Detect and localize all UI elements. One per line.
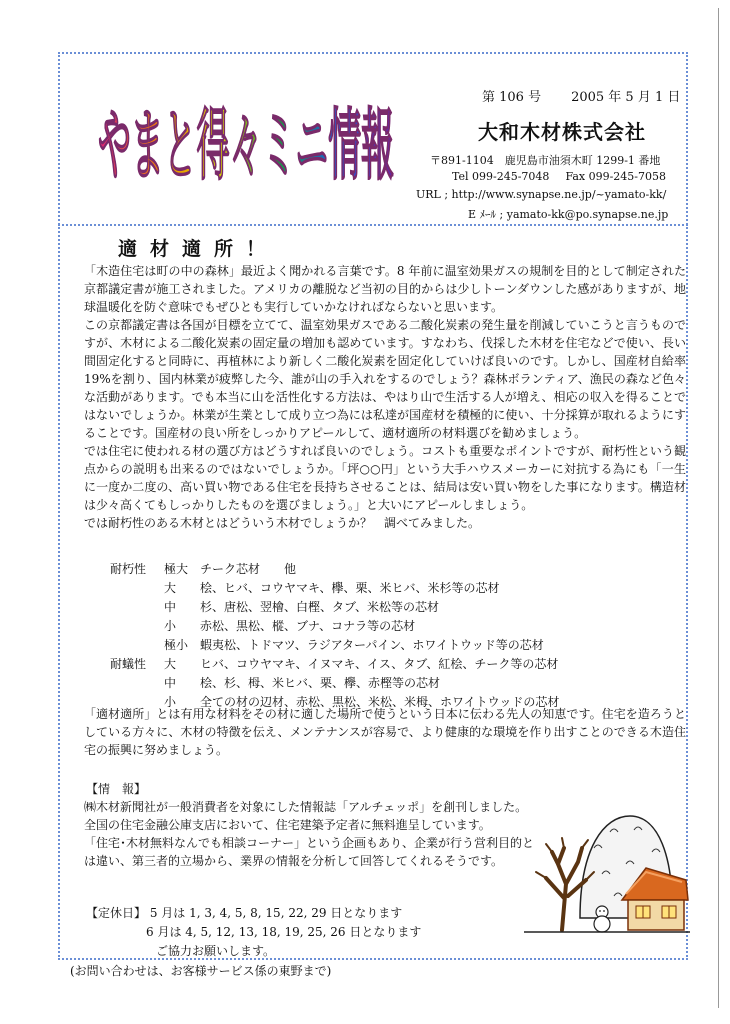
table-grade: 極小 (164, 638, 189, 652)
holiday-label: 【定休日】 (86, 906, 147, 920)
header-separator (58, 224, 688, 226)
contact-phone (452, 170, 682, 183)
issue-date: 2005 年 5 月 1 日 (571, 90, 681, 105)
holiday-thanks: ご協力お願いします。 (156, 944, 276, 958)
article-title: 適材適所！ (118, 238, 279, 260)
holiday-may: 5 月は 1, 3, 4, 5, 8, 15, 22, 29 日となります (149, 906, 403, 920)
email-address[interactable]: E ﾒｰﾙ ; yamato-kk@po.synapse.ne.jp (468, 208, 669, 221)
website-url[interactable]: URL ; http://www.synapse.ne.jp/~yamato-kk/ (416, 188, 667, 201)
info-heading: 【情 報】 (86, 782, 147, 796)
table-woods: 桧、ヒバ、コウヤマキ、欅、栗、米ヒバ、米杉等の芯材 (200, 581, 500, 595)
table-grade: 中 (164, 676, 177, 690)
logo-text: やまと得々ミニ情報 (98, 101, 394, 191)
table-grade: 大 (164, 657, 177, 671)
table-woods: 蝦夷松、トドマツ、ラジアターパイン、ホワイトウッド等の芯材 (200, 638, 544, 652)
table-woods: 全ての材の辺材、赤松、黒松、米松、米栂、ホワイトウッドの芯材 (200, 695, 560, 709)
table-grade: 中 (164, 600, 177, 614)
table-category: 耐朽性 (110, 562, 147, 576)
article-body (84, 262, 686, 532)
issue-number: 第 106 号 (482, 90, 542, 105)
fax-number: Fax 099-245-7058 (565, 170, 667, 183)
info-line: ㈱木材新聞社が一般消費者を対象にした情報誌「アルチェッポ」を創刊しました。 (84, 800, 528, 814)
newsletter-logo (94, 74, 398, 192)
table-woods: 桧、杉、栂、米ヒバ、栗、欅、赤樫等の芯材 (200, 676, 441, 690)
info-body (84, 798, 534, 870)
issue-info (482, 86, 710, 105)
table-woods: 杉、唐松、翌檜、白樫、タブ、米松等の芯材 (200, 600, 440, 614)
table-woods: ヒバ、コウヤマキ、イヌマキ、イス、タブ、紅桧、チーク等の芯材 (200, 657, 559, 671)
table-woods: チーク芯材 他 (200, 562, 297, 576)
paragraph: では耐朽性のある木材とはどういう木材でしょうか？ 調べてみました。 (84, 516, 481, 530)
table-grade: 極大 (164, 562, 189, 576)
paragraph: 「木造住宅は町の中の森林」最近よく聞かれる言葉です。8 年前に温室効果ガスの規制を目的として制定された京都議定書が施工されました。アメリカの離脱など当初の目的からは少しトーンダウンした感がありますが、地球温暖化を防ぐ意味でもぜひとも実行していかなければならないと思います。 (84, 264, 686, 314)
company-address: 〒891-1104 鹿児島市油須木町 1299-1 番地 (430, 154, 661, 167)
paragraph: この京都議定書は各国が目標を立てて、温室効果ガスである二酸化炭素の発生量を削減していこうと言うものですが、木材による二酸化炭素の固定量の増加も認めています。すなわち、伐採した木材を住宅などで使い、長い間固定化すると同時に、再植林により新しく二酸化炭素を固定化していけば良いのです。しかし、国産材自給率 19%を割り、国内林業が疲弊した今、誰が山の手入れをするのでしょう？森林ボランティア、漁民の森など色々な活動があります。でも本当に山を活性化する方法は、やはり山で生活する人が増え、相応の収入を得ることではないでしょうか。林業が生業として成り立つ為には私達が国産材を積極的に使い、十分採算が取れるようにすることです。国産材の良い所をしっかりアピールして、適材適所の材料選びを勧めましょう。 (84, 318, 686, 440)
table-category: 耐蟻性 (110, 657, 147, 671)
article-closing (84, 705, 686, 759)
house-tree-illustration (522, 808, 692, 938)
page-edge-line (718, 8, 719, 1008)
table-woods: 赤松、黒松、樅、ブナ、コナラ等の芯材 (200, 619, 416, 633)
table-grade: 小 (164, 695, 177, 709)
info-line: 全国の住宅金融公庫支店において、住宅建築予定者に無料進呈しています。 (84, 818, 491, 832)
closing-paragraph: 「適材適所」とは有用な材料をその材に適した場所で使うという日本に伝わる先人の知恵です。住宅を造ろうとしている方々に、木材の特徴を伝え、メンテナンスが容易で、より健康的な環境を作り出すことのできる木造住宅の振興に努めましょう。 (84, 707, 686, 757)
info-line: 「住宅･木材無料なんでも相談コーナー」という企画もあり、企業が行う営利目的とは違い、第三者的立場から、業界の情報を分析して回答してくれるそうです。 (84, 836, 535, 868)
tel-number: Tel 099-245-7048 (452, 170, 550, 183)
table-grade: 小 (164, 619, 177, 633)
holiday-june: 6 月は 4, 5, 12, 13, 18, 19, 25, 26 日となります (146, 925, 422, 939)
company-name: 大和木材株式会社 (478, 120, 646, 144)
table-grade: 大 (164, 581, 177, 595)
paragraph: では住宅に使われる材の選び方はどうすれば良いのでしょう。コストも重要なポイントですが、耐朽性という観点からの説明も出来るのではないでしょうか。「坪○○円」という大手ハウスメーカーに対抗する為にも「一生に一度か二度の、高い買い物である住宅を長持ちさせることは、結局は安い買い物をした事になります。構造材は少々高くてもしっかりしたものを選びましょう。」と大いにアピールしましょう。 (84, 444, 686, 512)
holiday-notice (86, 904, 421, 961)
inquiry-note: (お問い合わせは、お客様サービス係の東野まで) (70, 964, 332, 978)
